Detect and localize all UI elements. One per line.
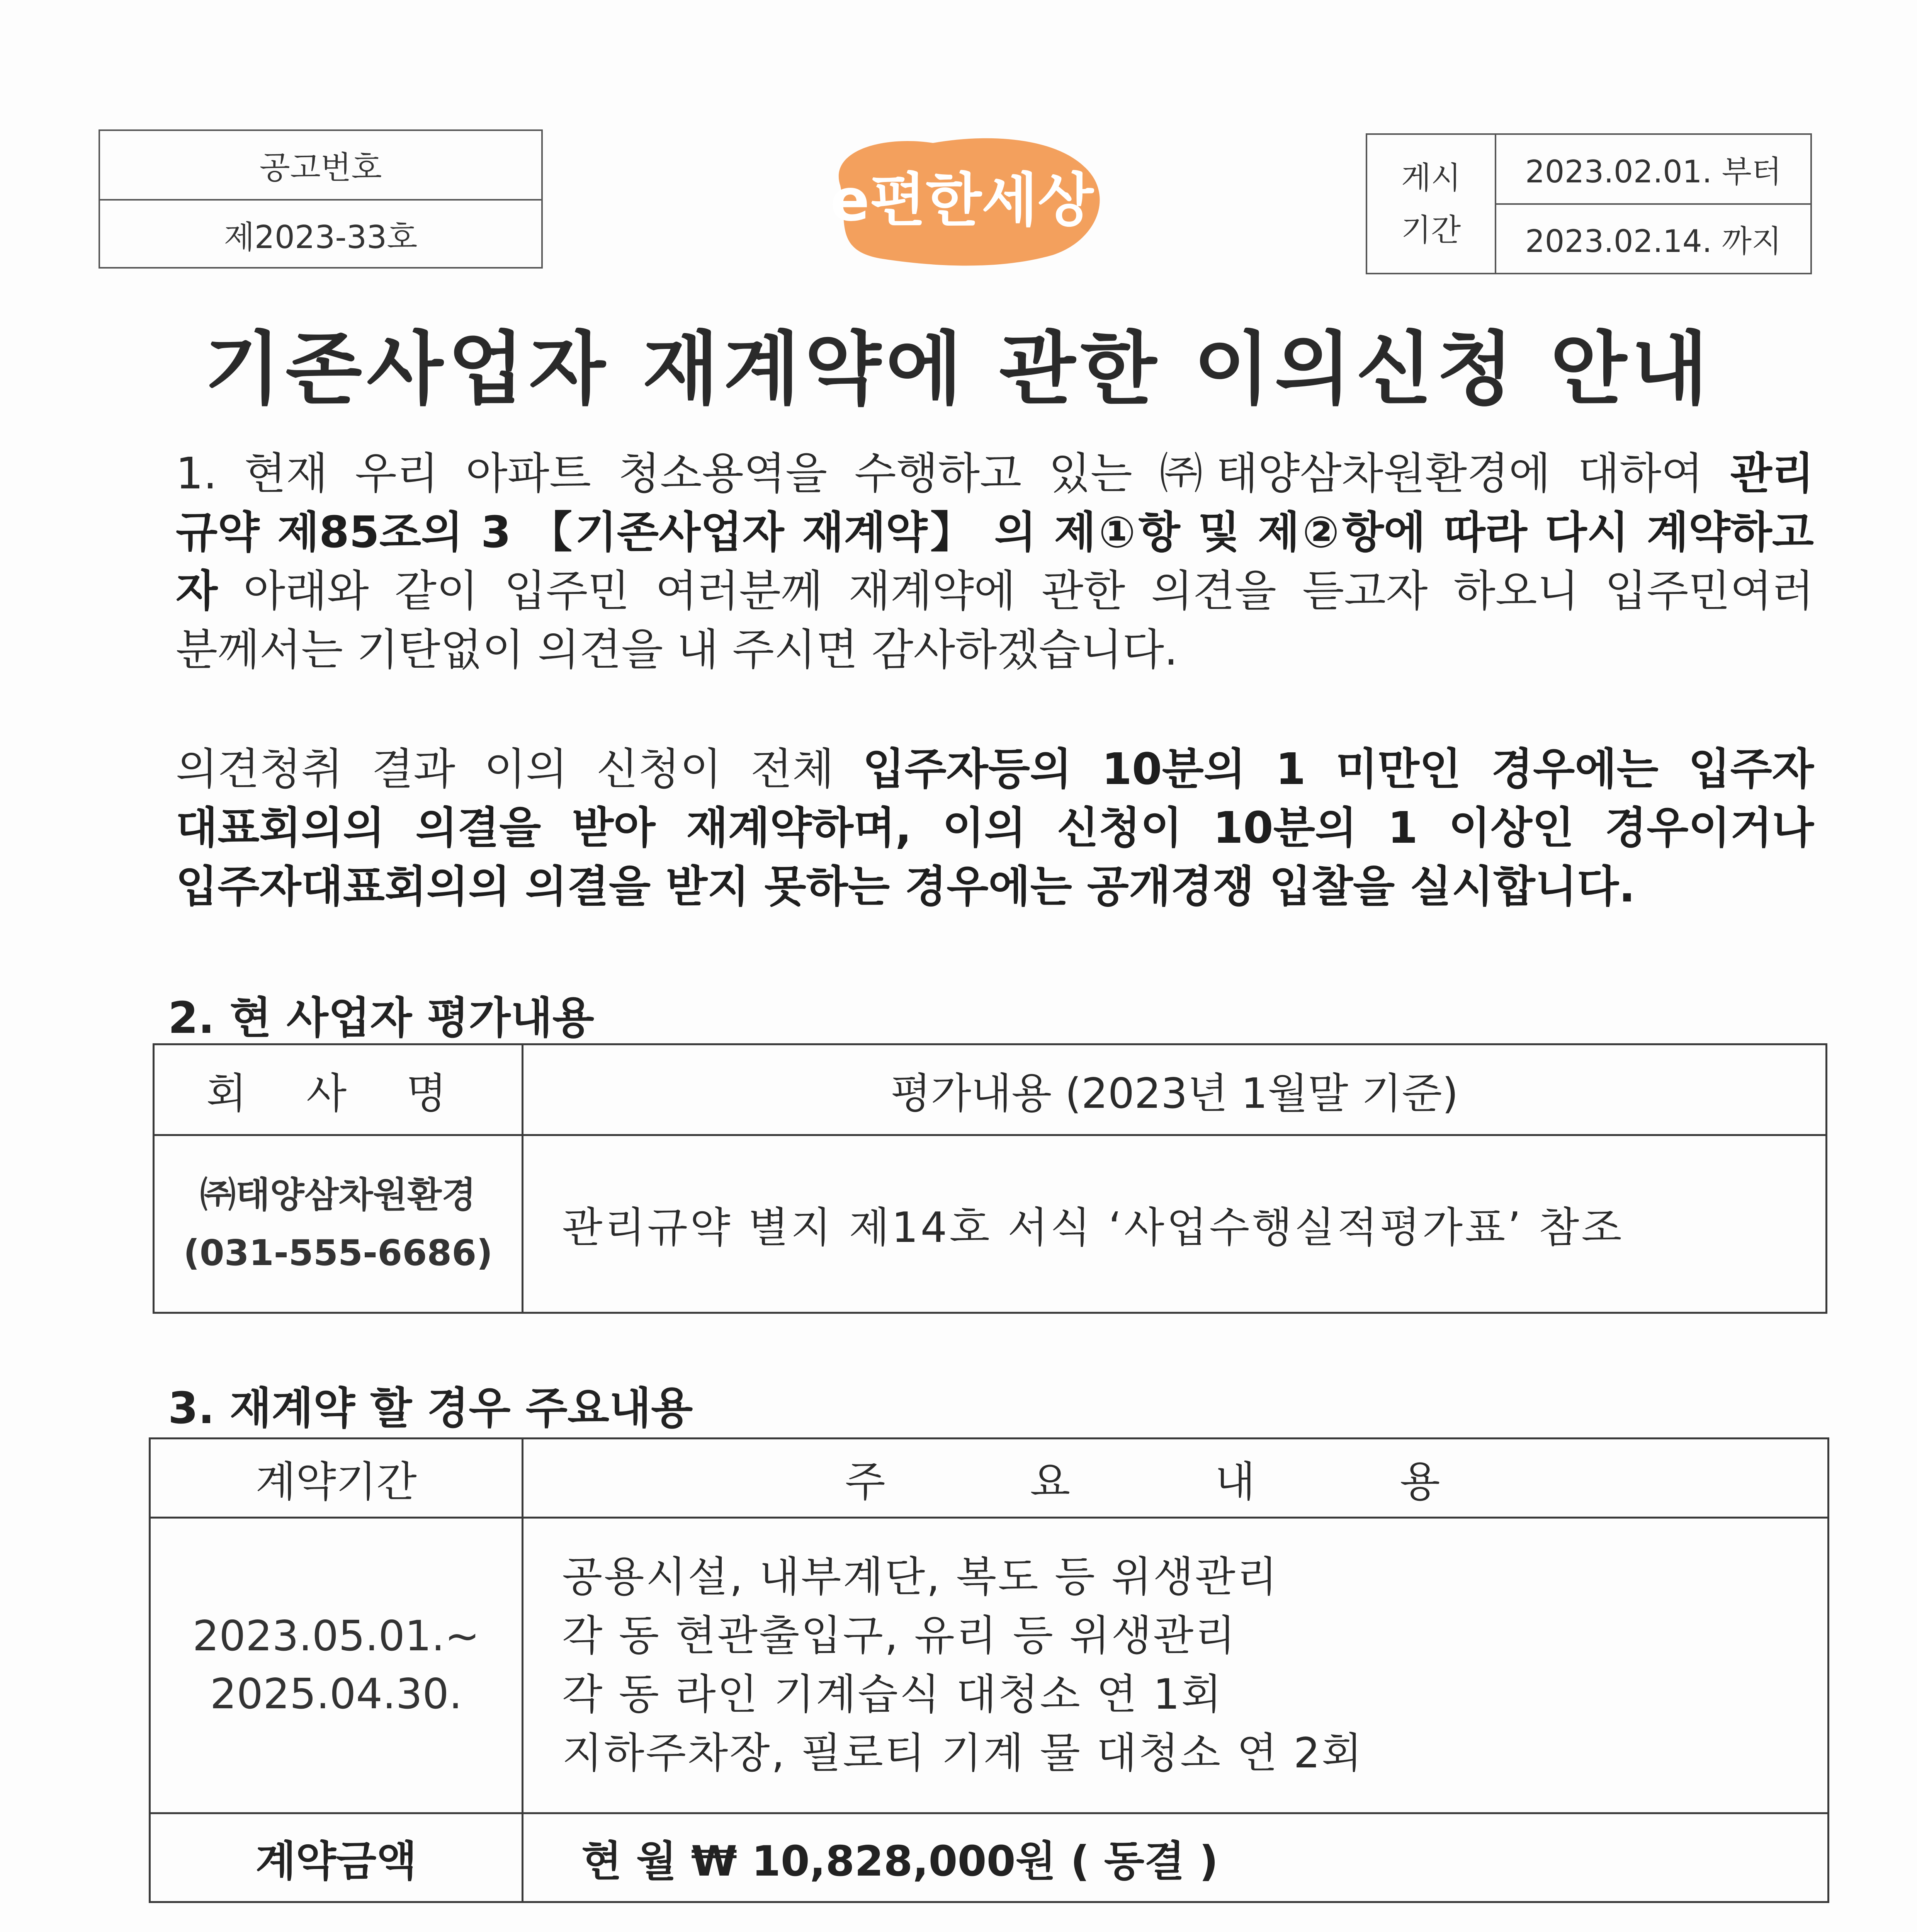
content-header [523, 1439, 1829, 1518]
text-run: 의견청취 결과 이의 신청이 전체 [176, 744, 863, 794]
section1-line [176, 503, 1814, 562]
text-run-bold: 자 [176, 566, 218, 616]
section2-heading: 2. 현 사업자 평가내용 [168, 993, 594, 1043]
company-header-text: 회 사 명 [206, 1069, 470, 1118]
page-title: 기존사업자 재계약에 관한 이의신청 안내 [204, 323, 1713, 415]
contract-table [149, 1437, 1829, 1903]
notice-number-label: 공고번호 [259, 149, 382, 186]
period-end: 2025.04.30. [210, 1670, 462, 1718]
company-cell [154, 1135, 523, 1313]
text-run-bold: 규약 제85조의 3 【기존사업자 재계약】 의 제①항 및 제②항에 따라 다시 계약하고 [176, 507, 1814, 558]
section1-line [176, 562, 1814, 621]
evaluation-header: 평가내용 (2023년 1월말 기준) [523, 1044, 1827, 1135]
text-run: 아래와 같이 입주민 여러분께 재계약에 관한 의견을 듣고자 하오니 입주민여러 [218, 566, 1814, 616]
evaluation-cell: 관리규약 별지 제14호 서식 ‘사업수행실적평가표’ 참조 [523, 1135, 1827, 1313]
section1-paragraph [176, 444, 1814, 679]
table-header-row [150, 1439, 1829, 1518]
text-run-bold: 대표회의의 의결을 받아 재계약하며, 이의 신청이 10분의 1 이상인 경우이거나 [176, 803, 1814, 853]
posting-period-label [1367, 135, 1496, 273]
amount-label: 계약금액 [150, 1813, 523, 1902]
content-header-text: 주 요 내 용 [845, 1458, 1506, 1506]
content-item: 지하주차장, 필로티 기계 물 대청소 연 2회 [562, 1729, 1364, 1777]
text-run: 분께서는 기탄없이 의견을 내 주시면 감사하겠습니다. [176, 625, 1178, 675]
posting-period-box [1366, 133, 1812, 274]
content-item: 각 동 라인 기계습식 대청소 연 1회 [562, 1670, 1223, 1719]
result-line [176, 799, 1814, 857]
posting-period-from: 2023.02.01. 부터 [1525, 153, 1782, 190]
result-line [176, 740, 1814, 799]
table-row [150, 1518, 1829, 1813]
content-cell [523, 1518, 1829, 1813]
section1-line [176, 444, 1814, 503]
section3-heading: 3. 재계약 할 경우 주요내용 [168, 1383, 693, 1434]
period-header: 계약기간 [150, 1439, 523, 1518]
table-row [154, 1135, 1827, 1313]
company-header [154, 1044, 523, 1135]
amount-value: 현 월 ₩ 10,828,000원 ( 동결 ) [523, 1813, 1829, 1902]
period-start: 2023.05.01.~ [192, 1612, 480, 1660]
posting-period-label-line2: 기간 [1401, 212, 1461, 248]
text-run-bold: 입주자대표회의의 의결을 받지 못하는 경우에는 공개경쟁 입찰을 실시합니다. [176, 862, 1635, 912]
text-run-bold: 관리 [1730, 449, 1814, 499]
section1-line [176, 621, 1814, 679]
company-phone: (031-555-6686) [183, 1232, 493, 1274]
content-item: 공용시설, 내부계단, 복도 등 위생관리 [562, 1553, 1279, 1601]
notice-number-value: 제2023-33호 [100, 199, 541, 269]
result-line [176, 857, 1814, 916]
table-header-row [154, 1044, 1827, 1135]
period-cell [150, 1518, 523, 1813]
result-paragraph [176, 740, 1814, 916]
evaluation-table [153, 1043, 1827, 1314]
notice-number-box [99, 129, 543, 269]
table-row [150, 1813, 1829, 1902]
e-pyeonhansesang-logo [806, 128, 1118, 274]
text-run-bold: 입주자등의 10분의 1 미만인 경우에는 입주자 [863, 744, 1814, 794]
logo-text: e편한세상 [830, 167, 1094, 234]
text-run: 1. 현재 우리 아파트 청소용역을 수행하고 있는 ㈜태양삼차원환경에 대하여 [176, 449, 1730, 499]
content-item: 각 동 현관출입구, 유리 등 위생관리 [562, 1612, 1237, 1660]
company-name: ㈜태양삼차원환경 [200, 1174, 476, 1216]
posting-period-label-line1: 게시 [1401, 160, 1461, 196]
posting-period-to: 2023.02.14. 까지 [1496, 203, 1810, 273]
